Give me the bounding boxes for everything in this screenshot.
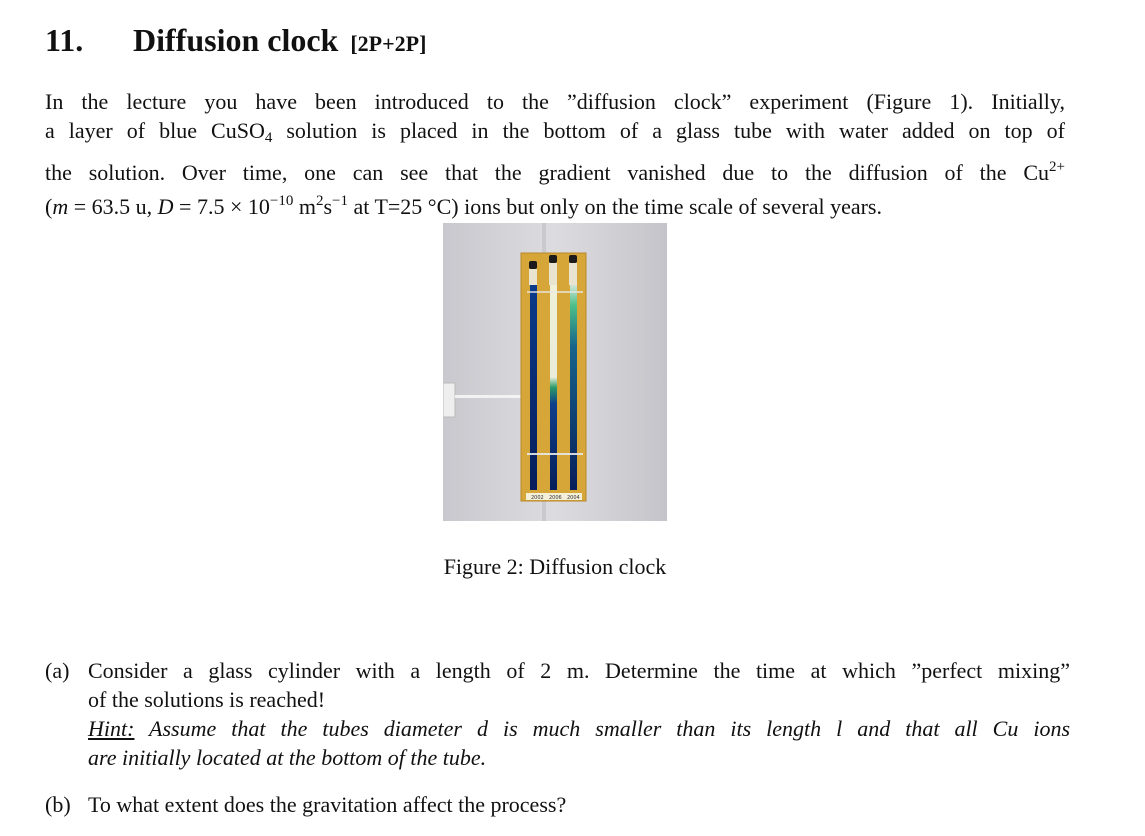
question-line: To what extent does the gravitation affect the process?	[88, 792, 567, 817]
tube-label: 2004	[567, 495, 580, 501]
intro-text: solution is placed in the bottom of a glass tube with water added on top of	[272, 118, 1065, 143]
superscript: 2	[315, 193, 324, 209]
tube-label: 2002	[531, 495, 544, 501]
math-symbol: d	[476, 716, 488, 741]
hint-text: and that all Cu ions	[842, 716, 1071, 741]
figure-caption: Figure 2: Diffusion clock	[443, 554, 667, 579]
diffusion-clock-photo	[443, 223, 667, 521]
math-symbol: l	[836, 716, 843, 741]
intro-text: = 7.5 × 10	[173, 194, 270, 219]
superscript: 2+	[1049, 159, 1065, 175]
question-label: (a)	[45, 658, 70, 683]
tube-cap	[549, 255, 557, 263]
tube-2004	[570, 285, 577, 490]
question-a	[45, 656, 1070, 772]
intro-text: at T=25 °C) ions but only on the time scale of several years.	[347, 194, 882, 219]
tube-cap	[529, 261, 537, 269]
question-body	[88, 790, 1070, 819]
intro-text: a layer of blue CuSO	[45, 118, 265, 143]
hint-line	[88, 714, 1070, 743]
superscript: −1	[332, 193, 348, 209]
intro-text: = 63.5 u,	[68, 194, 158, 219]
intro-line	[45, 153, 1065, 187]
question-label: (b)	[45, 792, 71, 817]
intro-text: the solution. Over time, one can see that the gradient vanished due to the diffusion of the Cu	[45, 160, 1050, 185]
hint-line: are initially located at the bottom of the tube.	[88, 745, 487, 770]
superscript: −10	[269, 193, 294, 209]
wall-socket	[443, 383, 455, 417]
question-line: of the solutions is reached!	[88, 687, 326, 712]
tube-label: 2006	[549, 495, 562, 501]
question-body	[88, 656, 1070, 772]
tube-clamp	[527, 291, 583, 293]
tube-neck	[569, 263, 577, 285]
intro-line	[45, 187, 1065, 221]
photo-illustration	[443, 223, 667, 521]
intro-text: m	[293, 194, 316, 219]
intro-paragraph	[45, 87, 1065, 221]
math-symbol: m	[52, 194, 69, 219]
intro-line: In the lecture you have been introduced to the ”diffusion clock” experiment (Figure 1). Initially,	[45, 89, 1065, 114]
wall-cable	[455, 395, 521, 398]
math-symbol: D	[157, 194, 174, 219]
hint-text: Assume that the tubes diameter	[134, 716, 477, 741]
question-line: Consider a glass cylinder with a length of 2 m. Determine the time at which ”perfect mixing”	[88, 658, 1070, 683]
exercise-heading	[45, 18, 1075, 66]
exercise-number: 11.	[45, 22, 84, 58]
intro-line	[45, 116, 1065, 153]
exercise-points: [2P+2P]	[350, 31, 427, 56]
tube-2006	[550, 285, 557, 490]
hint-text: is much smaller than its length	[487, 716, 837, 741]
exercise-page	[45, 18, 1075, 817]
tube-2002	[530, 285, 537, 490]
tube-cap	[569, 255, 577, 263]
tube-neck	[529, 269, 537, 285]
intro-text: (	[45, 194, 53, 219]
hint-label: Hint:	[88, 716, 135, 741]
exercise-title: Diffusion clock	[133, 22, 339, 58]
tube-clamp	[527, 453, 583, 455]
subscript: 4	[264, 130, 273, 146]
question-b	[45, 790, 1070, 819]
tube-neck	[549, 263, 557, 285]
intro-text: s	[323, 194, 333, 219]
